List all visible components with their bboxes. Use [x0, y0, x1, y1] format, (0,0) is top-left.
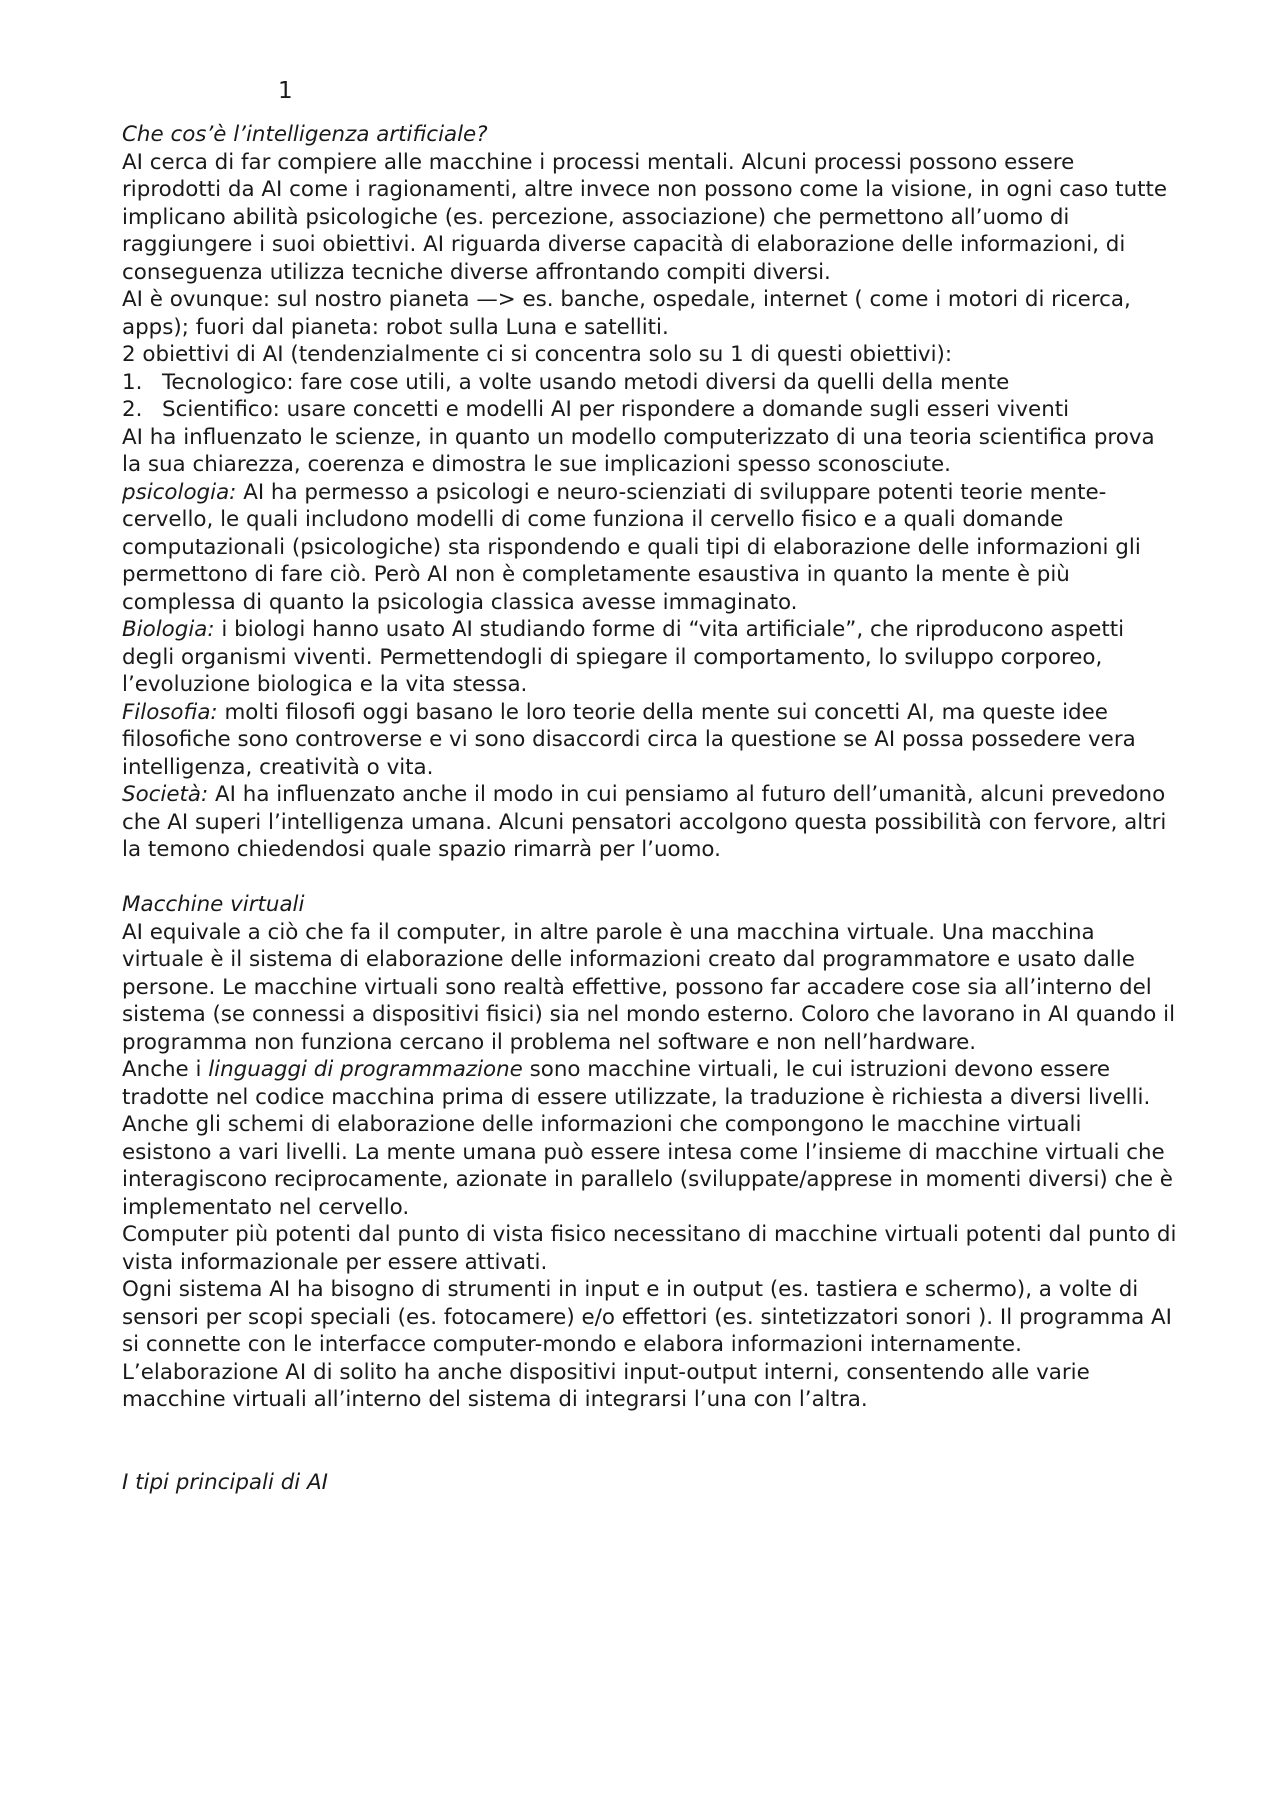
text-linguaggi-before: Anche i — [122, 1057, 209, 1082]
paragraph-obiettivi: 2 obiettivi di AI (tendenzialmente ci si concentra solo su 1 di questi obiettivi): — [122, 342, 953, 367]
blank-lines — [122, 1414, 1177, 1469]
text-filosofia: molti filosofi oggi basano le loro teorie della mente sui concetti AI, ma queste idee filosofiche sono controverse e vi sono disaccordi circa la questione se AI possa possedere vera intelligenza, creatività o vita. — [122, 699, 1136, 780]
section-heading-intelligenza: Che cos’è l’intelligenza artificiale? — [122, 122, 488, 147]
section-heading-tipi: I tipi principali di AI — [122, 1469, 328, 1495]
objectives-list — [122, 369, 1177, 424]
paragraph-schemi: Anche gli schemi di elaborazione delle informazioni che compongono le macchine virtuali esistono a vari livelli. La mente umana può essere intesa come l’insieme di macchine virtuali che interagiscono reciprocamente, azionate in parallelo (sviluppate/apprese in momenti diversi) che è implementato nel cervello. — [122, 1112, 1173, 1220]
paragraph-elaborazione: L’elaborazione AI di solito ha anche dispositivi input-output interni, consentendo alle varie macchine virtuali all’interno del sistema di integrarsi l’una con l’altra. — [122, 1359, 1090, 1412]
paragraph-macchina-virtuale: AI equivale a ciò che fa il computer, in altre parole è una macchina virtuale. Una macchina virtuale è il sistema di elaborazione delle informazioni creato dal programmatore e usato dalle persone. Le macchine virtuali sono realtà effettive, possono far accadere cose sia all’interno del sistema (se connessi a dispositivi fisici) sia nel mondo esterno. Coloro che lavorano in AI quando il programma non funziona cercano il problema nel software e non nell’hardware. — [122, 919, 1176, 1055]
paragraph-biologia — [122, 616, 1177, 699]
paragraph-scienze: AI ha influenzato le scienze, in quanto un modello computerizzato di una teoria scientifica prova la sua chiarezza, coerenza e dimostra le sue implicazioni spesso sconosciute. — [122, 424, 1155, 477]
paragraph-computer-potenti: Computer più potenti dal punto di vista fisico necessitano di macchine virtuali potenti dal punto di vista informazionale per essere attivati. — [122, 1222, 1177, 1275]
list-item-text: Tecnologico: fare cose utili, a volte usando metodi diversi da quelli della mente — [162, 369, 1010, 395]
paragraph-input-output: Ogni sistema AI ha bisogno di strumenti in input e in output (es. tastiera e schermo), a volte di sensori per scopi speciali (es. fotocamere) e/o effettori (es. sintetizzatori sonori ). Il programma AI si connette con le interfacce computer-mondo e elabora informazioni internamente. — [122, 1277, 1172, 1357]
paragraph-societa — [122, 781, 1177, 864]
list-item — [122, 396, 1177, 424]
label-psicologia: psicologia: — [122, 479, 237, 505]
emphasis-linguaggi: linguaggi di programmazione — [208, 1057, 523, 1082]
list-number: 1. — [122, 369, 143, 395]
list-item-text: Scientifico: usare concetti e modelli AI per rispondere a domande sugli esseri viventi — [162, 397, 1070, 422]
label-biologia: Biologia: — [122, 617, 215, 642]
blank-line — [122, 864, 1177, 892]
text-linguaggi-after: sono macchine virtuali, le cui istruzioni devono essere tradotte nel codice macchina prima di essere utilizzate, la traduzione è richiesta a diversi livelli. — [122, 1057, 1151, 1110]
text-societa: AI ha influenzato anche il modo in cui pensiamo al futuro dell’umanità, alcuni prevedono che AI superi l’intelligenza umana. Alcuni pensatori accolgono questa possibilità con fervore, altri la temono chiedendosi quale spazio rimarrà per l’uomo. — [122, 782, 1167, 862]
page-number: 1 — [278, 78, 293, 104]
paragraph-linguaggi — [122, 1056, 1177, 1111]
text-biologia: i biologi hanno usato AI studiando forme di “vita artificiale”, che riproducono aspetti degli organismi viventi. Permettendogli di spiegare il comportamento, lo sviluppo corporeo, l’evoluzione biologica e la vita stessa. — [122, 617, 1125, 697]
text-psicologia: AI ha permesso a psicologi e neuro-scienziati di sviluppare potenti teorie mente-cervello, le quali includono modelli di come funziona il cervello fisico e a quali domande computazionali (psicologiche) sta rispondendo e quali tipi di elaborazione delle informazioni gli permettono di fare ciò. Però AI non è completamente esaustiva in quanto la mente è più complessa di quanto la psicologia classica avesse immaginato. — [122, 479, 1141, 615]
label-filosofia: Filosofia: — [122, 699, 218, 725]
list-item — [122, 369, 1177, 397]
paragraph-ovunque: AI è ovunque: sul nostro pianeta —> es. banche, ospedale, internet ( come i motori di ricerca, apps); fuori dal pianeta: robot sulla Luna e satelliti. — [122, 287, 1131, 340]
section-heading-macchine-virtuali: Macchine virtuali — [122, 892, 305, 917]
paragraph-psicologia — [122, 479, 1177, 617]
paragraph-definition: AI cerca di far compiere alle macchine i processi mentali. Alcuni processi possono essere riprodotti da AI come i ragionamenti, altre invece non possono come la visione, in ogni caso tutte implicano abilità psicologiche (es. percezione, associazione) che permettono all’uomo di raggiungere i suoi obiettivi. AI riguarda diverse capacità di elaborazione delle informazioni, di conseguenza utilizza tecniche diverse affrontando compiti diversi. — [122, 149, 1168, 285]
document-body — [122, 121, 1177, 1496]
list-number: 2. — [122, 397, 143, 422]
label-societa: Società: — [122, 782, 209, 807]
paragraph-filosofia — [122, 699, 1177, 782]
